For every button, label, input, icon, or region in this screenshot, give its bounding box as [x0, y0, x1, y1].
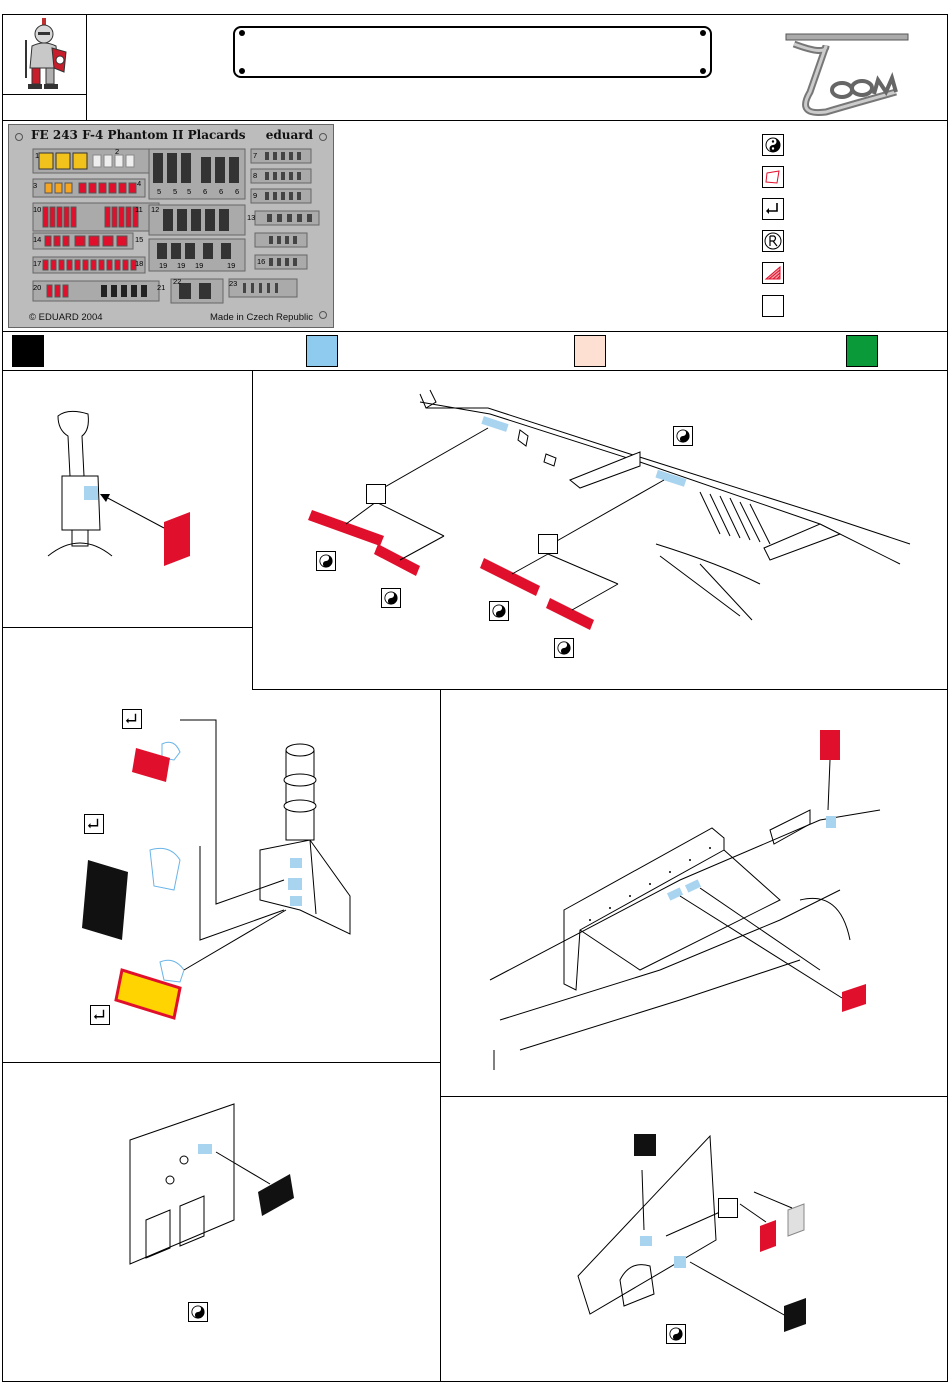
fret-part-number: 8: [253, 171, 258, 180]
fret-part-number: 16: [257, 257, 266, 266]
fret-part-number: 22: [173, 277, 182, 286]
title-plate: [233, 26, 712, 78]
panel-divider: [252, 370, 253, 690]
fret-part-number: 19: [227, 261, 236, 270]
yin-yang-icon: [188, 1302, 208, 1322]
zoom-logo: [786, 32, 910, 118]
callout-box: [718, 1198, 738, 1218]
bend-arrow-icon: [84, 814, 104, 834]
knight-mascot-logo: [18, 16, 72, 92]
seat-column-drawing: [70, 700, 370, 1040]
fret-part-number: 18: [135, 259, 144, 268]
fret-part-number: 11: [135, 205, 143, 214]
fret-part-number: 5: [187, 187, 192, 196]
canopy-rail-drawing: [300, 384, 920, 664]
panel-divider: [440, 689, 441, 1382]
photo-etch-fret: [8, 124, 334, 328]
fret-part-number: 15: [135, 235, 144, 244]
fret-part-number: 19: [195, 261, 204, 270]
control-stick-drawing: [40, 406, 220, 576]
fret-part-number: 12: [151, 205, 160, 214]
title-plate-rivet: [700, 68, 706, 74]
fret-part-number: 6: [203, 187, 208, 196]
fret-part-number: 14: [33, 235, 42, 244]
callout-box: [366, 484, 386, 504]
fret-part-number: 7: [253, 151, 258, 160]
yin-yang-icon: [381, 588, 401, 608]
fret-part-number: 23: [229, 279, 238, 288]
panel-divider: [252, 689, 948, 690]
fret-part-number: 4: [137, 179, 142, 188]
panel-divider: [2, 1062, 440, 1063]
hatched-part-icon: [762, 262, 784, 284]
swatch-bottom-line: [2, 370, 948, 371]
header-divider: [86, 14, 87, 120]
title-plate-rivet: [239, 30, 245, 36]
fret-part-number: 9: [253, 191, 258, 200]
panel-divider: [2, 627, 252, 628]
swatch-black: [12, 335, 44, 367]
yin-yang-icon: [666, 1324, 686, 1344]
fret-part-number: 21: [157, 283, 166, 292]
fret-part-number: 19: [177, 261, 186, 270]
fret-part-number: 1: [35, 151, 40, 160]
swatch-blue: [306, 335, 338, 367]
side-panel-drawing: [570, 1130, 840, 1340]
fret-brand: eduard: [265, 128, 313, 142]
title-plate-rivet: [239, 68, 245, 74]
swatch-green: [846, 335, 878, 367]
fret-part-number: 17: [33, 259, 42, 268]
fret-part-number: 6: [235, 187, 240, 196]
fret-origin: Made in Czech Republic: [210, 312, 313, 323]
blank-icon: [762, 295, 784, 317]
fret-part-number: 5: [157, 187, 162, 196]
fret-part-number: 20: [33, 283, 42, 292]
swatch-peach: [574, 335, 606, 367]
panel-divider: [440, 1096, 948, 1097]
side-panel-drawing: [120, 1100, 320, 1280]
fret-part-number: 2: [115, 147, 120, 156]
bend-arrow-icon: [122, 709, 142, 729]
fret-copyright: © EDUARD 2004: [29, 312, 103, 323]
yin-yang-icon: [673, 426, 693, 446]
yin-yang-icon: [762, 134, 784, 156]
cockpit-sidewall-drawing: [480, 720, 880, 1080]
fret-part-number: 6: [219, 187, 224, 196]
yin-yang-icon: [316, 551, 336, 571]
monogram-icon: [762, 230, 784, 252]
folded-part-icon: [762, 166, 784, 188]
bend-arrow-icon: [90, 1005, 110, 1025]
fret-parts: [9, 125, 335, 329]
fret-title: FE 243 F-4 Phantom II Placards: [31, 128, 246, 142]
fret-part-number: 10: [33, 205, 42, 214]
bend-arrow-icon: [762, 198, 784, 220]
yin-yang-icon: [489, 601, 509, 621]
header-bottom-line: [2, 120, 948, 121]
fret-part-number: 3: [33, 181, 38, 190]
fret-part-number: 13: [247, 213, 256, 222]
callout-box: [538, 534, 558, 554]
yin-yang-icon: [554, 638, 574, 658]
fret-part-number: 5: [173, 187, 178, 196]
header-logo-divider: [2, 94, 86, 95]
fret-part-number: 19: [159, 261, 168, 270]
fret-bottom-line: [2, 331, 948, 332]
title-plate-rivet: [700, 30, 706, 36]
